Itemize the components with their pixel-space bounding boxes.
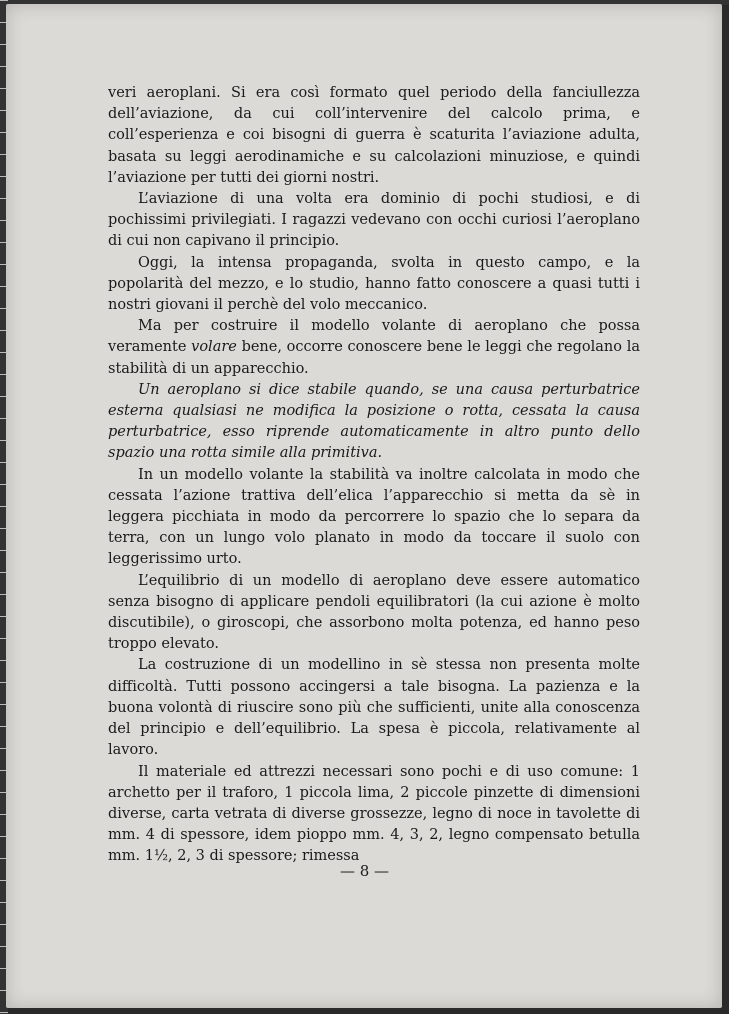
paragraph-1: veri aeroplani. Si era così formato quel periodo della fanciullezza dell’aviazione, da cui coll’intervenire del calcolo prima, e coll’esperienza e coi bisogni di guerra è scaturita l’aviazione adulta, basata su leggi aerodinamiche e su calcolazioni minuziose, e quindi l’aviazione per tutti dei giorni nostri.: [108, 85, 640, 186]
body-text: [108, 83, 640, 868]
paragraph-4-before: Ma per costruire il modello volante di aeroplano che possa veramente: [108, 318, 640, 356]
paragraph-4: [108, 316, 640, 380]
paragraph-2: L’aviazione di una volta era dominio di pochi studiosi, e di pochissimi privilegiati. I ragazzi vedevano con occhi curiosi l’aeroplano di cui non capivano il principio.: [108, 191, 640, 250]
paragraph-4-italic: volare: [191, 339, 237, 356]
paragraph-6: In un modello volante la stabilità va inoltre calcolata in modo che cessata l’azione trattiva dell’elica l’apparecchio si metta da sè in leggera picchiata in modo da percorrere lo spazio che lo separa da terra, con un lungo volo planato in modo da toccare il suolo con leggerissimo urto.: [108, 466, 640, 568]
paragraph-5-definition: Un aeroplano si dice stabile quando, se una causa perturbatrice esterna qualsiasi ne modifica la posizione o rotta, cessata la causa perturbatrice, esso riprende automaticamente in altro punto dello spazio una rotta simile alla primitiva.: [108, 381, 640, 462]
paragraph-7: L’equilibrio di un modello di aeroplano deve essere automatico senza bisogno di applicare pendoli equilibratori (la cui azione è molto discutibile), o giroscopi, che assorbono molta potenza, ed hanno peso troppo elevato.: [108, 572, 640, 653]
paragraph-9: Il materiale ed attrezzi necessari sono pochi e di uso comune: 1 archetto per il traforo, 1 piccola lima, 2 piccole pinzette di dimensioni diverse, carta vetrata di diverse grossezze, legno di noce in tavolette di mm. 4 di spessore, idem pioppo mm. 4, 3, 2, legno compensato betulla mm. 1½, 2, 3 di spessore; rimessa: [108, 763, 640, 865]
paragraph-4-after: bene, occorre conoscere bene le leggi che regolano la stabilità di un apparecchio.: [108, 339, 640, 377]
paragraph-8: La costruzione di un modellino in sè stessa non presenta molte difficoltà. Tutti possono accingersi a tale bisogna. La pazienza e la buona volontà di riuscire sono più che sufficienti, unite alla conoscenza del principio e dell’equilibrio. La spesa è piccola, relativamente al lavoro.: [108, 657, 640, 759]
paragraph-3: Oggi, la intensa propaganda, svolta in questo campo, e la popolarità del mezzo, e lo studio, hanno fatto conoscere a quasi tutti i nostri giovani il perchè del volo meccanico.: [108, 254, 640, 314]
page-number: — 8 —: [339, 862, 390, 880]
